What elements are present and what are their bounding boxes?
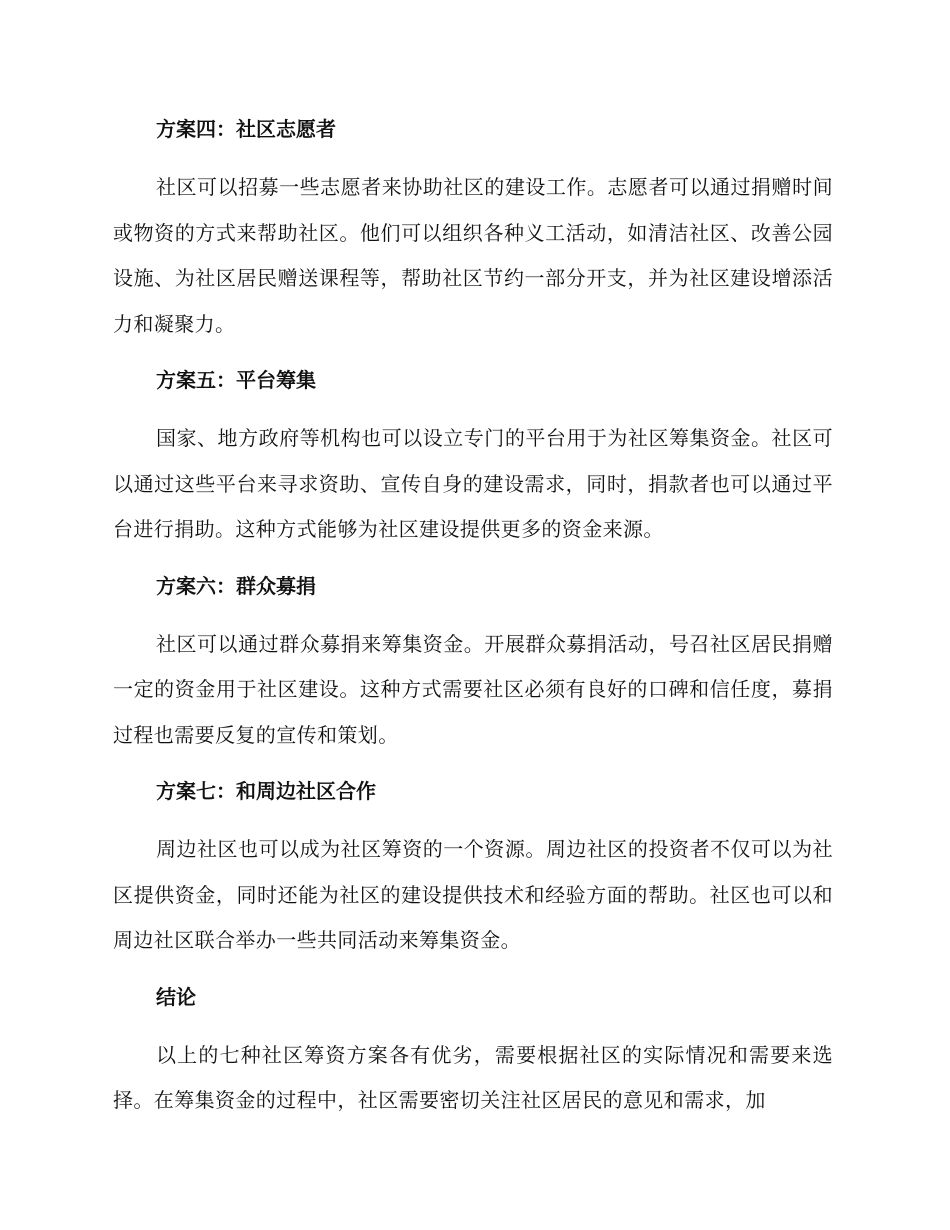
section-paragraph: 以上的七种社区筹资方案各有优劣，需要根据社区的实际情况和需要来选择。在筹集资金的过程中，社区需要密切关注社区居民的意见和需求，加 [113, 1042, 833, 1112]
section-paragraph: 周边社区也可以成为社区筹资的一个资源。周边社区的投资者不仅可以为社区提供资金，同时还能为社区的建设提供技术和经验方面的帮助。社区也可以和周边社区联合举办一些共同活动来筹集资金。 [113, 837, 833, 952]
section-paragraph: 社区可以通过群众募捐来筹集资金。开展群众募捐活动，号召社区居民捐赠一定的资金用于社区建设。这种方式需要社区必须有良好的口碑和信任度，募捐过程也需要反复的宣传和策划。 [113, 631, 833, 747]
section-heading: 方案五：平台筹集 [156, 368, 316, 392]
section-heading: 方案七：和周边社区合作 [156, 779, 376, 803]
document-content [113, 112, 833, 1140]
section-platform [113, 363, 833, 553]
section-crowd-donation [113, 569, 833, 759]
section-heading: 方案四：社区志愿者 [156, 117, 336, 141]
section-heading: 方案六：群众募捐 [156, 573, 316, 598]
section-conclusion [113, 980, 833, 1124]
section-heading: 结论 [156, 984, 196, 1009]
section-paragraph: 社区可以招募一些志愿者来协助社区的建设工作。志愿者可以通过捐赠时间或物资的方式来帮助社区。他们可以组织各种义工活动，如清洁社区、改善公园设施、为社区居民赠送课程等，帮助社区节约一部分开支，并为社区建设增添活力和凝聚力。 [113, 175, 833, 336]
section-paragraph: 国家、地方政府等机构也可以设立专门的平台用于为社区筹集资金。社区可以通过这些平台来寻求资助、宣传自身的建设需求，同时，捐款者也可以通过平台进行捐助。这种方式能够为社区建设提供更多的资金来源。 [113, 426, 833, 541]
section-volunteers [113, 112, 833, 347]
section-neighbor-cooperation [113, 774, 833, 964]
